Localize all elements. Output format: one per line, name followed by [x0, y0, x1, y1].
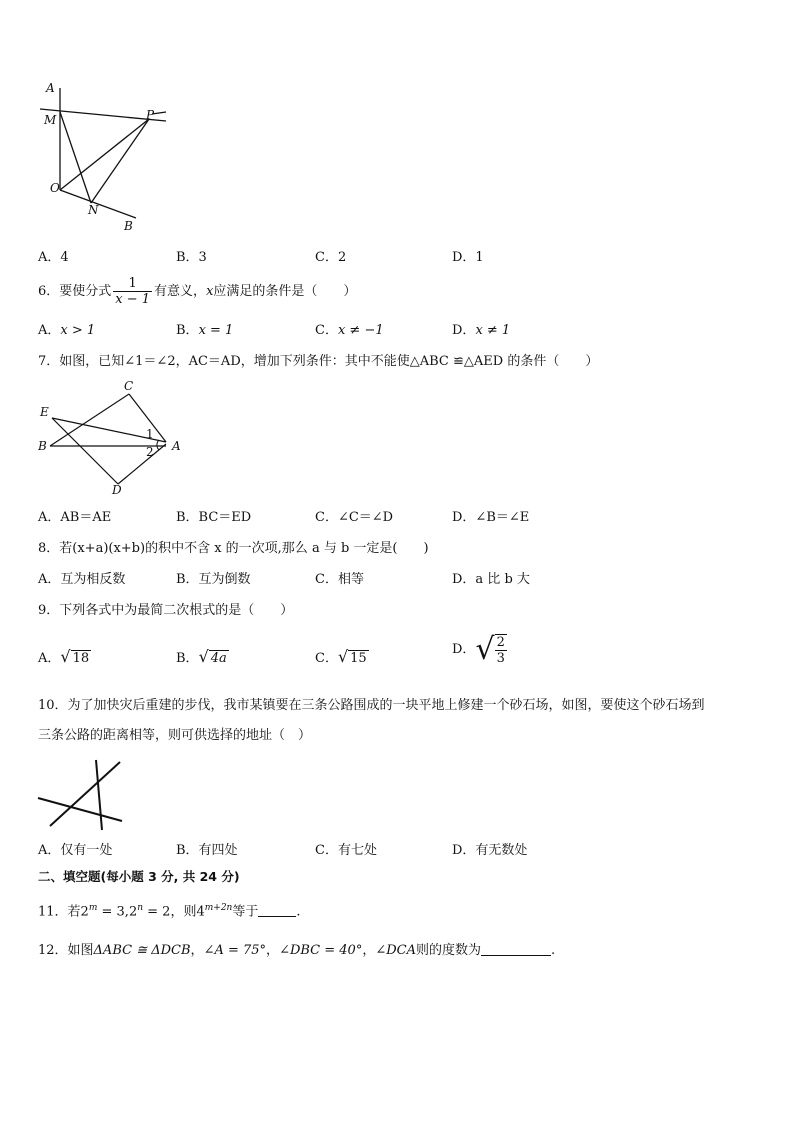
segment-op [60, 119, 149, 190]
section-2-title: 二、填空题(每小题 3 分, 共 24 分) [38, 869, 240, 884]
q6-var: x [206, 284, 214, 299]
q5-option-b[interactable]: B．3 [176, 250, 207, 265]
q9-option-a[interactable]: A．√ 18 [38, 647, 90, 666]
sqrt-15: √ 15 [337, 647, 367, 666]
q11-answer-blank[interactable] [258, 916, 296, 917]
figure-q10 [36, 758, 128, 834]
q6-option-b[interactable]: B．x = 1 [176, 323, 234, 338]
segment-mn [60, 112, 91, 203]
q9-option-b[interactable]: B．√ 4a [176, 647, 227, 666]
question-7: 7．如图，已知∠1＝∠2，AC＝AD，增加下列条件：其中不能使△ABC ≌△AED 的条件（ ） [38, 354, 599, 369]
q6-suffix-b: 应满足的条件是（ ） [213, 284, 357, 299]
q7-option-b[interactable]: B．BC＝ED [176, 510, 252, 525]
figure-q7 [38, 380, 184, 496]
q5-option-a[interactable]: A．4 [38, 250, 69, 265]
q8-option-a[interactable]: A．互为相反数 [38, 572, 126, 587]
q8-option-c[interactable]: C．相等 [315, 572, 364, 587]
label-b: B [124, 219, 133, 233]
q10-option-a[interactable]: A．仅有一处 [38, 843, 113, 858]
segment-ed [52, 418, 118, 484]
figure-q5 [36, 78, 176, 236]
q6-option-c[interactable]: C．x ≠ −1 [315, 323, 384, 338]
q6-option-a[interactable]: A．x > 1 [38, 323, 96, 338]
q8-option-b[interactable]: B．互为倒数 [176, 572, 251, 587]
segment-np [91, 119, 149, 203]
q9-option-d[interactable]: D．√ $\frac{2}{3}$ [452, 632, 505, 667]
label-a: A [172, 439, 181, 453]
road-3 [96, 760, 102, 830]
sqrt-4a: √ 4a [198, 647, 227, 666]
label-o: O [50, 181, 60, 195]
q6-fraction: $\frac{1}{x - 1}$ [115, 276, 151, 307]
label-m: M [44, 113, 57, 127]
label-c: C [124, 380, 134, 393]
q10-option-c[interactable]: C．有七处 [315, 843, 377, 858]
question-8: 8．若(x+a)(x+b)的积中不含 x 的一次项,那么 a 与 b 一定是( ) [38, 541, 429, 556]
question-9: 9．下列各式中为最简二次根式的是（ ） [38, 603, 294, 618]
label-e: E [40, 405, 49, 419]
q6-suffix-a: 有意义， [154, 284, 207, 299]
line-pm [152, 112, 166, 114]
label-d: D [112, 483, 122, 496]
label-angle-2: 2 [146, 445, 154, 459]
road-2 [50, 762, 120, 826]
q5-option-d[interactable]: D．1 [452, 250, 484, 265]
q8-option-d[interactable]: D．a 比 b 大 [452, 572, 530, 587]
q7-option-c[interactable]: C．∠C＝∠D [315, 510, 394, 525]
q12-answer-blank[interactable] [481, 955, 551, 956]
label-n: N [88, 203, 99, 217]
label-p: P [146, 108, 155, 122]
q5-option-c[interactable]: C．2 [315, 250, 347, 265]
angle-arc [157, 440, 159, 450]
label-angle-1: 1 [146, 427, 154, 441]
q7-option-a[interactable]: A．AB＝AE [38, 510, 112, 525]
question-11: 11．若$2^m = 3,2^n = 2$，则$4^{m+2n}$等于 . [38, 903, 301, 920]
sqrt-two-thirds: √ $\frac{2}{3}$ [475, 632, 505, 667]
q6-option-d[interactable]: D．x ≠ 1 [452, 323, 511, 338]
question-10-line-2: 三条公路的距离相等，则可供选择的地址（ ） [38, 728, 312, 743]
question-6 [38, 276, 356, 307]
label-a: A [46, 81, 55, 95]
road-1 [38, 798, 122, 821]
question-10-line-1: 10．为了加快灾后重建的步伐，我市某镇要在三条公路围成的一块平地上修建一个砂石场，如图，要使这个砂石场到 [38, 698, 705, 713]
q6-prefix: 6．要使分式 [38, 284, 112, 299]
label-b: B [38, 439, 47, 453]
q9-option-c[interactable]: C．√ 15 [315, 647, 367, 666]
q10-option-d[interactable]: D．有无数处 [452, 843, 528, 858]
q7-option-d[interactable]: D．∠B＝∠E [452, 510, 530, 525]
question-12: 12．如图ΔABC ≅ ΔDCB，∠A = 75°，∠DBC = 40°，∠DCA则的度数为 . [38, 943, 556, 958]
sqrt-18: √ 18 [60, 647, 90, 666]
q10-option-b[interactable]: B．有四处 [176, 843, 238, 858]
